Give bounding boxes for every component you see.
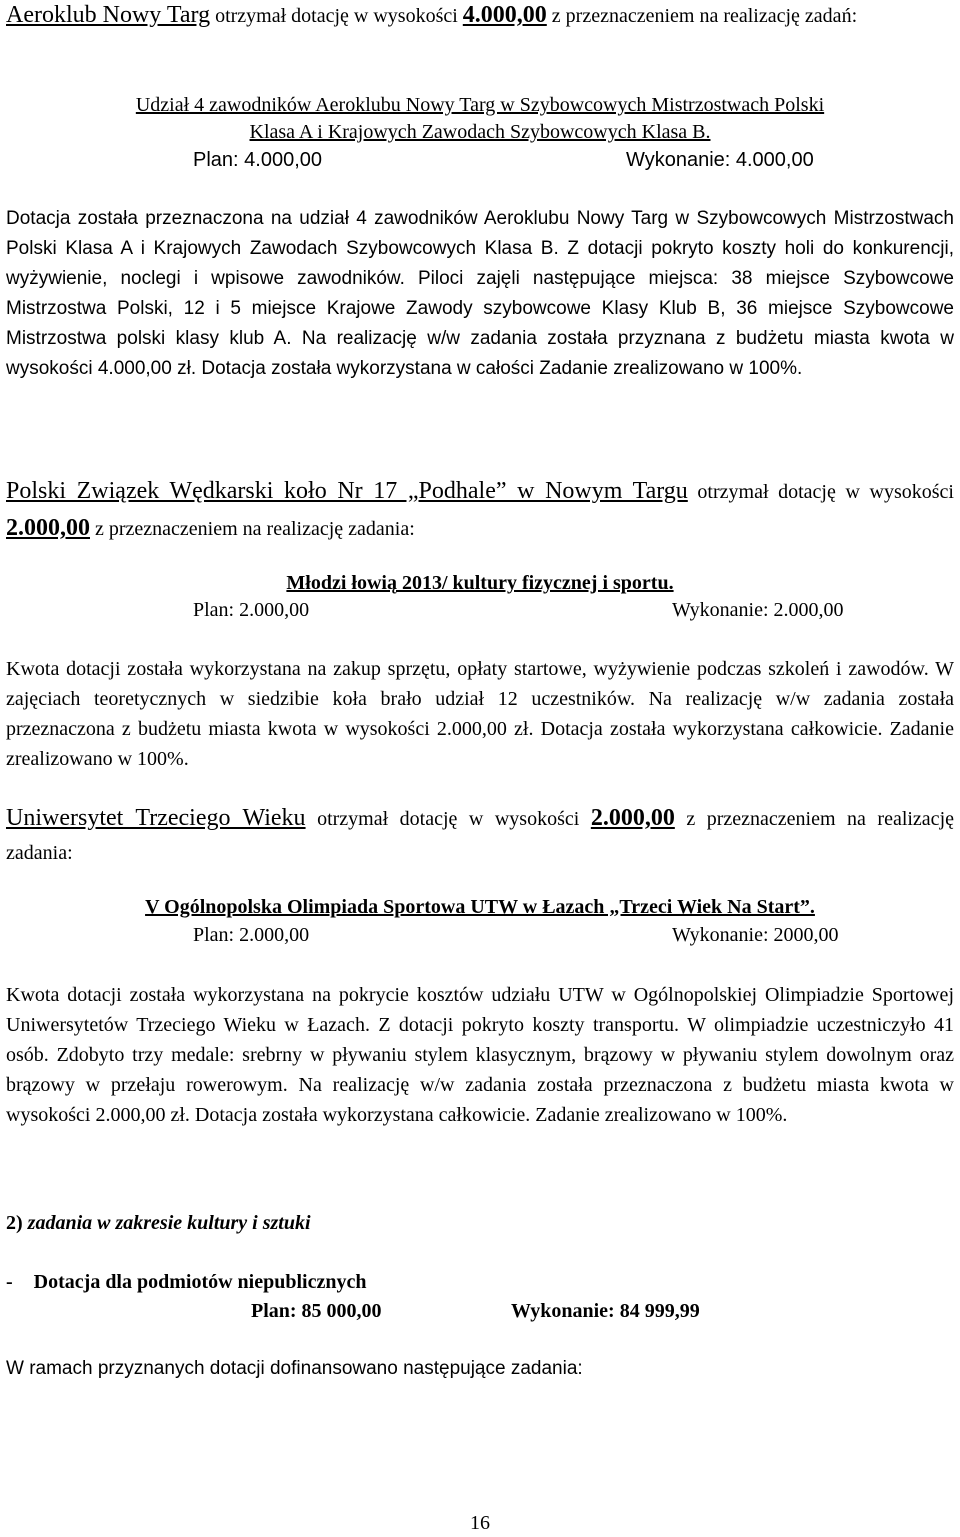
section1-wykonanie: Wykonanie: 4.000,00 (626, 149, 814, 171)
section3-intro-text: otrzymał dotację w wysokości (305, 808, 591, 830)
section3-intro-tail: z przeznaczeniem na realizację zadania: (6, 808, 954, 864)
section2-task-title: Młodzi łowią 2013/ kultury fizycznej i sportu. (286, 572, 674, 594)
section1-intro-tail: z przeznaczeniem na realizację zadań: (546, 5, 858, 27)
section1-task-title-line2: Klasa A i Krajowych Zawodach Szybowcowych Klasa B. (249, 121, 711, 143)
section4-heading-text: zadania w zakresie kultury i sztuki (27, 1212, 311, 1234)
section4-number: 2) (6, 1212, 23, 1234)
section3-plan: Plan: 2.000,00 (193, 924, 310, 946)
section4-heading (6, 1210, 954, 1236)
section2-wykonanie: Wykonanie: 2.000,00 (672, 599, 844, 621)
section4-subheading-row (6, 1269, 954, 1295)
section4-subheading: Dotacja dla podmiotów niepublicznych (33, 1271, 367, 1293)
section1-amount: 4.000,00 (462, 2, 547, 28)
section3-task-title: V Ogólnopolska Olimpiada Sportowa UTW w Łazach „Trzeci Wiek Na Start”. (145, 896, 815, 918)
section1-task-title (6, 92, 954, 146)
section3-org: Uniwersytet Trzeciego Wieku (6, 805, 306, 831)
section3-body: Kwota dotacji została wykorzystana na pokrycie kosztów udziału UTW w Ogólnopolskiej Olimpiadzie Sportowej Uniwersytetów Trzeciego Wieku w Łazach. Z dotacji pokryto koszty transportu. W olimpiadzie uczestniczyło 41 osób. Zdobyto trzy medale: srebrny w pływaniu stylem klasycznym, brązowy w pływaniu stylem dowolnym oraz brązowy w przełaju rowerowym. Na realizację w/w zadania została przeznaczona z budżetu miasta kwota w wysokości 2.000,00 zł. Dotacja została wykorzystana całkowicie. Zadanie zrealizowano w 100%. (6, 984, 954, 1126)
section2-intro-tail: z przeznaczeniem na realizację zadania: (90, 518, 415, 540)
section4-intro: W ramach przyznanych dotacji dofinansowano następujące zadania: (6, 1358, 583, 1379)
section4-plan: Plan: 85 000,00 (251, 1300, 382, 1322)
section3-intro (6, 801, 954, 870)
section2-body: Kwota dotacji została wykorzystana na zakup sprzętu, opłaty startowe, wyżywienie podczas szkoleń i zawodów. W zajęciach teoretycznych w siedzibie koła brało udział 12 uczestników. Na realizację w/w zadania została przeznaczona z budżetu miasta kwota w wysokości 2.000,00 zł. Dotacja została wykorzystana całkowicie. Zadanie zrealizowano w 100%. (6, 658, 954, 770)
section1-org: Aeroklub Nowy Targ (6, 2, 211, 28)
section1-body: Dotacja została przeznaczona na udział 4 zawodników Aeroklubu Nowy Targ w Szybowcowych Mistrzostwach Polski Klasa A i Krajowych Zawodach Szybowcowych Klasa B. Z dotacji pokryto koszty holi do konkurencji, wyżywienie, noclegi i wpisowe zawodników. Piloci zajęli następujące miejsca: 38 miejsce Szybowcowe Mistrzostwa Polski, 12 i 5 miejsce Krajowe Zawody szybowcowe Klasy Klub B, 36 miejsce Szybowcowe Mistrzostwa polski klasy klub A. Na realizację w/w zadania została przyznana z budżetu miasta kwota w wysokości 4.000,00 zł. Dotacja została wykorzystana w całości Zadanie zrealizowano w 100%. (6, 208, 954, 379)
section2-intro (6, 473, 954, 547)
section2-intro-text: otrzymał dotację w wysokości (687, 481, 954, 503)
section3-amount: 2.000,00 (590, 805, 675, 831)
section1-intro (6, 0, 954, 31)
section1-plan: Plan: 4.000,00 (193, 149, 322, 171)
section2-plan: Plan: 2.000,00 (193, 599, 310, 621)
section2-org: Polski Związek Wędkarski koło Nr 17 „Podhale” w Nowym Targu (6, 478, 688, 504)
section4-wykonanie: Wykonanie: 84 999,99 (511, 1300, 700, 1322)
section1-task-title-line1: Udział 4 zawodników Aeroklubu Nowy Targ w Szybowcowych Mistrzostwach Polski (135, 94, 825, 116)
section1-intro-text: otrzymał dotację w wysokości (210, 5, 463, 27)
page-number: 16 (470, 1512, 490, 1534)
section2-amount: 2.000,00 (6, 515, 90, 541)
section4-bullet: - (6, 1271, 13, 1293)
section3-wykonanie: Wykonanie: 2000,00 (672, 924, 839, 946)
